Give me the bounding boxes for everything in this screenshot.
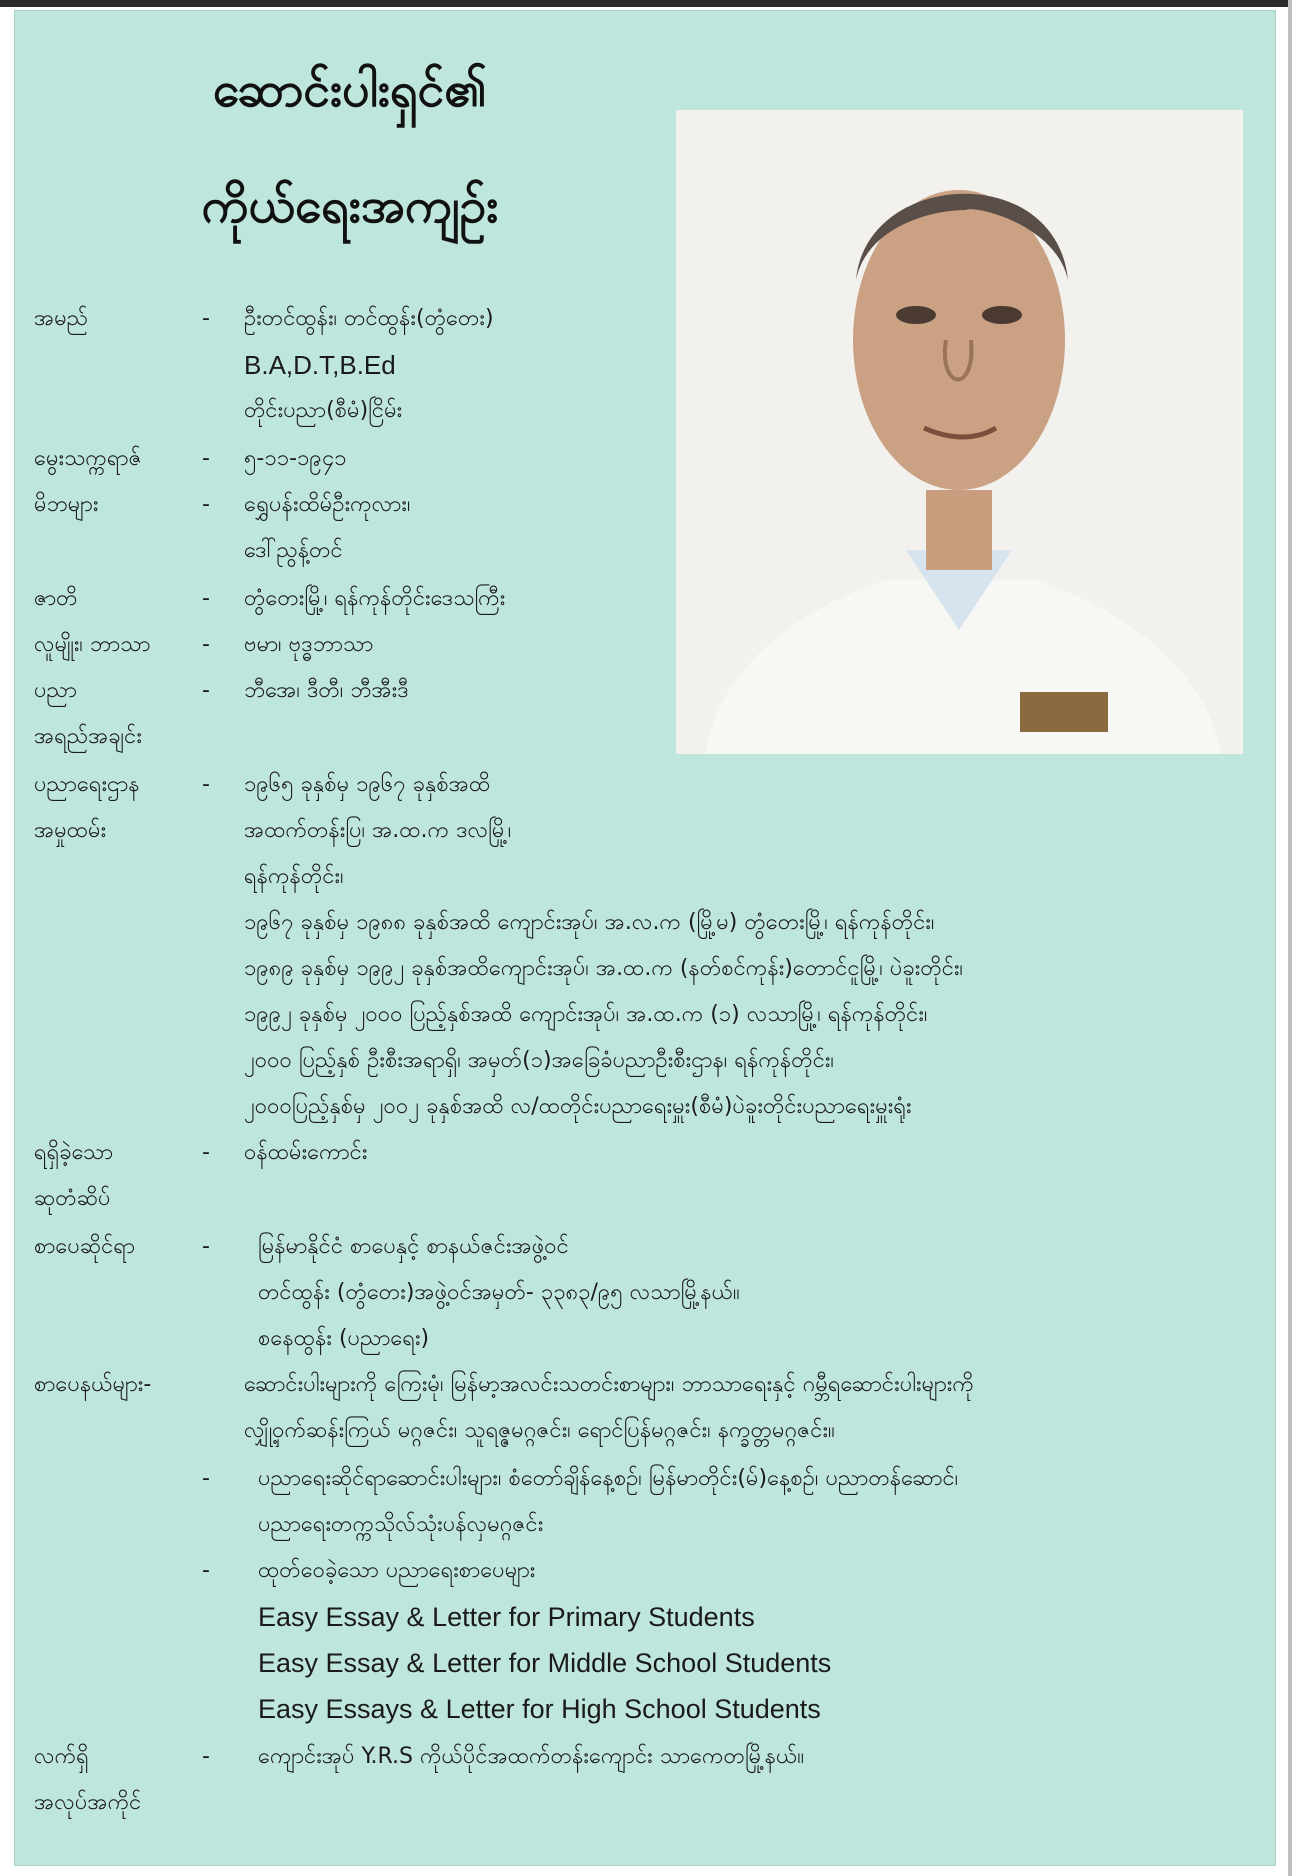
dash: - <box>202 1466 210 1491</box>
published-books-heading: ထုတ်ဝေခဲ့သော ပညာရေးစာပေများ <box>258 1558 536 1583</box>
label-name: အမည် <box>34 306 89 331</box>
published-book-title: Easy Essay & Letter for Middle School Students <box>258 1648 832 1678</box>
dash: - <box>202 1558 210 1583</box>
published-book-title: Easy Essays & Letter for High School Students <box>258 1694 821 1724</box>
label-current-job: လက်ရှိ <box>34 1744 89 1769</box>
label-literary: စာပေဆိုင်ရာ <box>34 1234 136 1259</box>
dash: - <box>202 678 210 703</box>
value-education: ဘီအေ၊ ဒီတီ၊ ဘီအီးဒီ <box>244 678 409 703</box>
literary-line: တင်ထွန်း (တွံတေး)အဖွဲ့ဝင်အမှတ်- ၃၃၈၃/၉၅ လသာမြို့နယ်။ <box>258 1280 740 1305</box>
label-current-job-2: အလုပ်အကိုင် <box>34 1790 142 1815</box>
education-articles-line: ပညာရေးတက္ကသိုလ်သုံးပန်လှမဂ္ဂဇင်း <box>258 1512 544 1537</box>
career-line: ၂၀၀၀ပြည့်နှစ်မှ ၂၀၀၂ ခုနှစ်အထိ လ/ထတိုင်းပညာရေးမှူး(စီမံ)ပဲခူးတိုင်းပညာရေးမှူးရုံး <box>244 1094 912 1119</box>
career-line: ရန်ကုန်တိုင်း၊ <box>244 864 344 889</box>
label-awards-2: ဆုတံဆိပ် <box>34 1186 111 1211</box>
label-dob: မွေးသက္ကရာဇ် <box>34 446 142 471</box>
value-mother: ဒေါ်ညွန့်တင် <box>244 538 343 563</box>
value-awards: ဝန်ထမ်းကောင်း <box>244 1140 368 1165</box>
career-line: ၁၉၆၇ ခုနှစ်မှ ၁၉၈၈ ခုနှစ်အထိ ကျောင်းအုပ်၊ အ.လ.က (မြို့မ) တွံတေးမြို့၊ ရန်ကုန်တိုင်း၊ <box>244 910 935 935</box>
label-career-2: အမှုထမ်း <box>34 818 107 843</box>
top-rule <box>0 0 1290 7</box>
education-articles-line: ပညာရေးဆိုင်ရာဆောင်းပါးများ၊ စံတော်ချိန်နေ့စဉ်၊ မြန်မာတိုင်း(မ်)နေ့စဉ်၊ ပညာတန်ဆောင်၊ <box>258 1466 959 1491</box>
literary-line: မြန်မာနိုင်ငံ စာပေနှင့် စာနယ်ဇင်းအဖွဲ့ဝင် <box>258 1234 569 1259</box>
label-education-2: အရည်အချင်း <box>34 724 142 749</box>
value-race-religion: ဗမာ၊ ဗုဒ္ဓဘာသာ <box>244 632 374 657</box>
label-awards: ရရှိခဲ့သော <box>34 1140 114 1165</box>
dash: - <box>202 1744 210 1769</box>
label-race-religion: လူမျိုး၊ ဘာသာ <box>34 632 151 657</box>
label-writings: စာပေနယ်များ- <box>34 1372 152 1397</box>
value-dob: ၅-၁၁-၁၉၄၁ <box>244 446 347 471</box>
dash: - <box>202 1140 210 1165</box>
portrait-photo-icon <box>676 110 1243 754</box>
headline-line-2: ကိုယ်ရေးအကျဉ်း <box>201 178 499 234</box>
dash: - <box>202 446 210 471</box>
value-name: ဦးတင်ထွန်း၊ တင်ထွန်း(တွံတေး) <box>244 306 494 331</box>
literary-line: စနေထွန်း (ပညာရေး) <box>258 1326 430 1351</box>
dash: - <box>202 306 210 331</box>
dash: - <box>202 586 210 611</box>
writings-line: လျှို့ဝှက်ဆန်းကြယ် မဂ္ဂဇင်း၊ သူရဇ္ဇမဂ္ဂဇင်း၊ ရောင်ပြန်မဂ္ဂဇင်း၊ နက္ခတ္တမဂ္ဂဇင်း။ <box>244 1418 835 1443</box>
dash: - <box>202 772 210 797</box>
label-hometown: ဇာတိ <box>34 586 78 611</box>
right-edge <box>1288 0 1292 1876</box>
value-current-job: ကျောင်းအုပ် Y.R.S ကိုယ်ပိုင်အထက်တန်းကျောင်း သာကေတမြို့နယ်။ <box>258 1744 805 1769</box>
career-line: ၁၉၉၂ ခုနှစ်မှ ၂၀၀၀ ပြည့်နှစ်အထိ ကျောင်းအုပ်၊ အ.ထ.က (၁) လသာမြို့၊ ရန်ကုန်တိုင်း၊ <box>244 1002 928 1027</box>
dash: - <box>202 492 210 517</box>
value-degrees: B.A,D.T,B.Ed <box>244 350 396 380</box>
headline-line-1: ဆောင်းပါးရှင်၏ <box>213 62 487 118</box>
published-book-title: Easy Essay & Letter for Primary Students <box>258 1602 755 1632</box>
label-career: ပညာရေးဌာန <box>34 772 140 797</box>
portrait-photo <box>676 110 1243 754</box>
career-line: အထက်တန်းပြ၊ အ.ထ.က ဒလမြို့၊ <box>244 818 512 843</box>
career-line: ၁၉၈၉ ခုနှစ်မှ ၁၉၉၂ ခုနှစ်အထိကျောင်းအုပ်၊ အ.ထ.က (နတ်စင်ကုန်း)တောင်ငူမြို့၊ ပဲခူးတိုင်း၊ <box>244 956 964 981</box>
dash: - <box>202 632 210 657</box>
value-hometown: တွံတေးမြို့၊ ရန်ကုန်တိုင်းဒေသကြီး <box>244 586 506 611</box>
value-rank: တိုင်းပညာ(စီမံ)ငြိမ်း <box>244 398 403 423</box>
label-parents: မိဘများ <box>34 492 99 517</box>
dash: - <box>202 1234 210 1259</box>
career-line: ၁၉၆၅ ခုနှစ်မှ ၁၉၆၇ ခုနှစ်အထိ <box>244 772 491 797</box>
label-education: ပညာ <box>34 678 77 703</box>
writings-line: ဆောင်းပါးများကို ကြေးမုံ၊ မြန်မာ့အလင်းသတင်းစာများ၊ ဘာသာရေးနှင့် ဂမ္ဘီရဆောင်းပါးများကို <box>244 1372 974 1397</box>
career-line: ၂၀၀၀ ပြည့်နှစ် ဦးစီးအရာရှိ၊ အမှတ်(၁)အခြေခံပညာဦးစီးဌာန၊ ရန်ကုန်တိုင်း၊ <box>244 1048 834 1073</box>
value-father: ရွှေပန်းထိမ်ဦးကုလား၊ <box>244 492 411 517</box>
